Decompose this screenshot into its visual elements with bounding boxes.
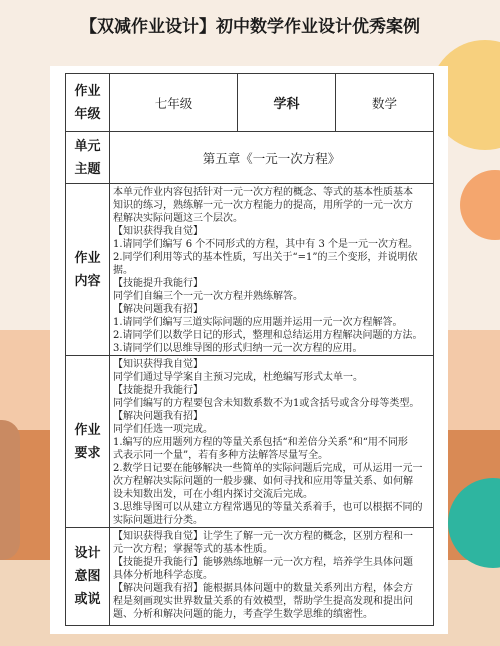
- requirement-line: 1.编写的应用题列方程的等量关系包括“和差倍分关系”和“用不同形: [113, 437, 408, 448]
- page-title: 【双减作业设计】初中数学作业设计优秀案例: [80, 17, 420, 37]
- content-text: [110, 184, 434, 356]
- requirement-line: 同学们任选一项完成。: [113, 424, 213, 435]
- content-line: 程解决实际问题这三个层次。: [113, 213, 243, 224]
- requirement-line: 【知识获得我自觉】: [113, 359, 203, 370]
- content-line: 【知识获得我自觉】: [113, 226, 203, 237]
- requirement-line: 2.数学日记要在能够解决一些简单的实际问题后完成，可从运用一元一: [113, 463, 423, 474]
- requirement-label: 作业 要求: [66, 356, 110, 528]
- intent-line: 题、分析和解决问题的能力，考查学生数学思维的缜密性。: [113, 609, 373, 620]
- homework-design-table: [65, 73, 434, 626]
- grade-row: [66, 74, 434, 132]
- content-line: 1.请同学们编写三道实际问题的应用题并运用一元一次方程解答。: [113, 317, 403, 328]
- content-line: 【技能提升我能行】: [113, 278, 203, 289]
- content-line: 据。: [113, 265, 133, 276]
- document-sheet: [50, 66, 448, 634]
- requirement-line: 次方程解决实际问题的一般步骤、如何寻找和应用等量关系、如何解: [113, 476, 413, 487]
- content-line: 2.同学们利用等式的基本性质，写出关于“=1”的三个变形，并说明依: [113, 252, 418, 263]
- content-line: 本单元作业内容包括针对一元一次方程的概念、等式的基本性质基本: [113, 187, 413, 198]
- intent-line: 【解决问题我有招】能根据具体问题中的数量关系列出方程，体会方: [113, 583, 413, 594]
- unit-row: [66, 132, 434, 184]
- subject-label: 学科: [238, 74, 336, 132]
- decorative-orange-circle: [460, 170, 500, 240]
- requirement-line: 同学们编写的方程要包含未知数系数不为1或含括号或含分母等类型。: [113, 398, 420, 409]
- intent-line: 元一次方程；掌握等式的基本性质。: [113, 544, 273, 555]
- requirement-line: 实际问题进行分类。: [113, 515, 203, 526]
- subject-value: 数学: [336, 74, 434, 132]
- intent-line: 具体分析地科学态度。: [113, 570, 213, 581]
- intent-text: [110, 528, 434, 626]
- content-line: 3.请同学们以思维导图的形式归纳一元一次方程的应用。: [113, 343, 363, 354]
- requirement-line: 【技能提升我能行】: [113, 385, 203, 396]
- content-line: 知识的练习，熟练解一元一次方程能力的提高，用所学的一元一次方: [113, 200, 413, 211]
- requirement-row: [66, 356, 434, 528]
- unit-label: 单元 主题: [66, 132, 110, 184]
- content-line: 【解决问题我有招】: [113, 304, 203, 315]
- requirement-line: 【解决问题我有招】: [113, 411, 203, 422]
- intent-line: 【知识获得我自觉】让学生了解一元一次方程的概念，区别方程和一: [113, 531, 413, 542]
- requirement-line: 同学们通过导学案自主预习完成，杜绝编写形式太单一。: [113, 372, 363, 383]
- content-row: [66, 184, 434, 356]
- content-line: 2.请同学们以数学日记的形式，整理和总结运用方程解决问题的方法。: [113, 330, 423, 341]
- intent-line: 【技能提升我能行】能够熟练地解一元一次方程，培养学生具体问题: [113, 557, 413, 568]
- grade-value: 七年级: [110, 74, 238, 132]
- intent-row: [66, 528, 434, 626]
- requirement-line: 3.思维导图可以从建立方程常遇见的等量关系着手，也可以根据不同的: [113, 502, 423, 513]
- requirement-line: 式表示同一个量”，若有多种方法解答尽量写全。: [113, 450, 329, 461]
- requirement-line: 设未知数出发，可在小组内探讨交流后完成。: [113, 489, 313, 500]
- grade-label: 作业 年级: [66, 74, 110, 132]
- content-line: 同学们自编三个一元一次方程并熟练解答。: [113, 291, 303, 302]
- intent-label: 设计 意图 或说: [66, 528, 110, 626]
- intent-line: 程是刻画现实世界数量关系的有效模型，帮助学生提高发现和提出问: [113, 596, 413, 607]
- decorative-left-tab: [0, 420, 20, 560]
- unit-value: 第五章《一元一次方程》: [110, 132, 434, 184]
- requirement-text: [110, 356, 434, 528]
- content-label: 作业 内容: [66, 184, 110, 356]
- content-line: 1.请同学们编写 6 个不同形式的方程，其中有 3 个是一元一次方程。: [113, 239, 418, 250]
